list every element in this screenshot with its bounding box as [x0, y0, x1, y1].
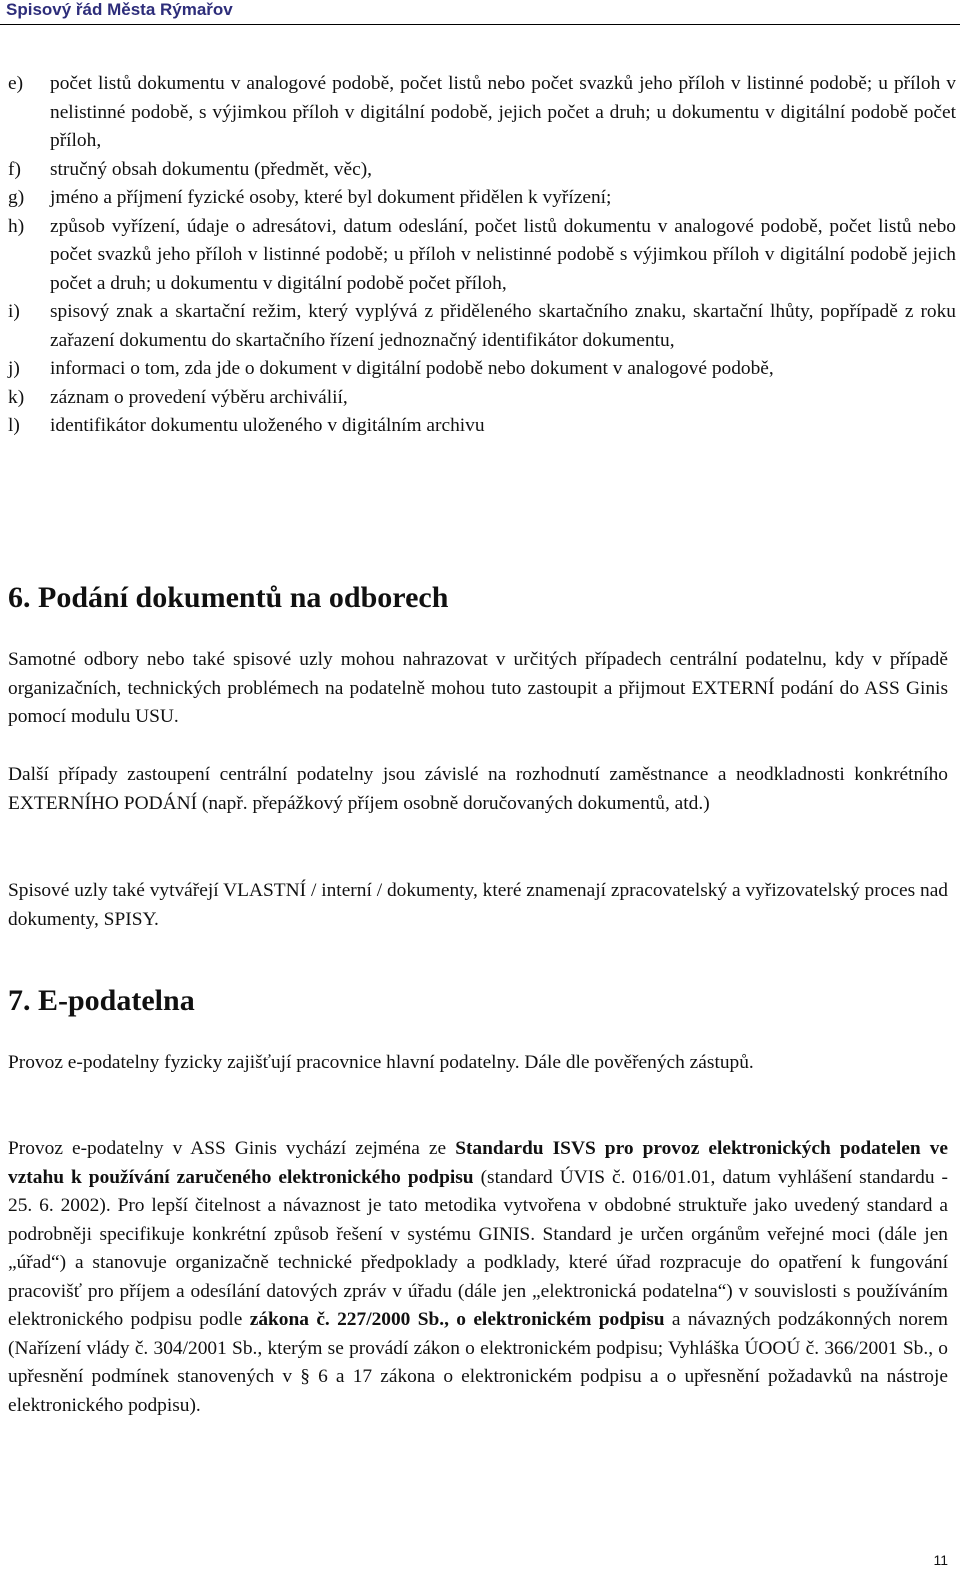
regulations-text: a návazných podzákonných norem (Nařízení vlády č. 304/2001 Sb., kterým se provádí zákon o elektronickém podpisu; Vyhláška ÚOOÚ č. 366/2001 Sb., o upřesnění podmínek stanovených v § 6 a 17 zákona o elektronickém podpisu a o upřesnění požadavků na nástroje elektronického podpisu). [8, 1309, 949, 1416]
list-item-marker: h) [8, 215, 25, 237]
list-item [8, 298, 956, 355]
section-6-paragraph-1: Samotné odbory nebo také spisové uzly mohou nahrazovat v určitých případech centrální podatelnu, kdy v případě organizačních, technických problémech na podatelně mohou tuto zastoupit a přijmout EXTERNÍ podání do ASS Ginis pomocí modulu USU. [8, 649, 948, 727]
section-6-paragraph-2: Další případy zastoupení centrální podatelny jsou závislé na rozhodnutí zaměstnance a neodkladnosti konkrétního EXTERNÍHO PODÁNÍ (např. přepážkový příjem osobně doručovaných dokumentů, atd.) [8, 764, 948, 814]
list-item-marker: k) [8, 386, 25, 408]
list-item-text: počet listů dokumentu v analogové podobě, počet listů nebo počet svazků jeho příloh v listinné podobě; u příloh v nelistinné podobě, s výjimkou příloh v digitální podobě, jejich počet a druh; u dokumentu v digitální podobě počet příloh, [50, 73, 956, 151]
list-item-text: stručný obsah dokumentu (předmět, věc), [50, 158, 373, 180]
page-header [0, 0, 960, 25]
document-title: Spisový řád Města Rýmařov [6, 0, 233, 19]
list-item [8, 412, 956, 441]
list-item-marker: j) [8, 358, 20, 379]
list-item [8, 70, 956, 156]
list-item-text: informaci o tom, zda jde o dokument v digitální podobě nebo dokument v analogové podobě, [50, 358, 774, 379]
list-item-marker: i) [8, 301, 20, 322]
section-7-paragraph-2 [8, 1135, 948, 1420]
list-item-marker: g) [8, 187, 25, 208]
list-item-marker: l) [8, 415, 20, 436]
list-item-text: jméno a příjmení fyzické osoby, které byl dokument přidělen k vyřízení; [50, 187, 612, 208]
list-item-text: identifikátor dokumentu uloženého v digitálním archivu [50, 415, 485, 436]
list-item [8, 355, 956, 384]
page-number: 11 [933, 1552, 948, 1568]
list-item-marker: e) [8, 73, 24, 94]
standard-description-text: (standard ÚVIS č. 016/01.01, datum vyhlášení standardu - 25. 6. 2002). Pro lepší čitelnost a návaznost je tato metodika vytvořena v obdobné struktuře jako uvedený standard a podrobněji specifikuje konkrétní způsob řešení v systému GINIS. Standard je určen orgánům veřejné moci (dále jen „úřad“) a stanovuje organizačně technické předpoklady a podklady, které úřad rozpracuje do opatření k fungování pracovišť pro příjem a odesílání datových zpráv v úřadu (dále jen „elektronická podatelna“) v souvislosti s používáním elektronického podpisu podle [8, 1166, 948, 1330]
section-7-paragraph-1: Provoz e-podatelny fyzicky zajišťují pracovnice hlavní podatelny. Dále dle pověřených zástupů. [8, 1052, 754, 1073]
law-reference: zákona č. 227/2000 Sb., o elektronickém podpisu [249, 1309, 665, 1330]
list-item [8, 213, 956, 299]
requirements-list [8, 70, 956, 441]
list-item-text: záznam o provedení výběru archiválií, [50, 386, 348, 408]
list-item [8, 156, 956, 185]
list-item [8, 184, 956, 213]
list-item-text: způsob vyřízení, údaje o adresátovi, datum odeslání, počet listů dokumentu v analogové podobě, počet listů nebo počet svazků jeho příloh v listinné podobě; u příloh v nelistinné podobě s výjimkou příloh v digitální podobě jejich počet a druh; u dokumentu v digitální podobě počet příloh, [50, 215, 956, 294]
section-6-paragraph-3: Spisové uzly také vytvářejí VLASTNÍ / interní / dokumenty, které znamenají zpracovatelský a vyřizovatelský proces nad dokumenty, SPISY. [8, 880, 948, 930]
list-item [8, 384, 956, 413]
list-item-marker: f) [8, 158, 21, 180]
section-7-heading: 7. E-podatelna [8, 984, 195, 1017]
standard-intro-text: Provoz e-podatelny v ASS Ginis vychází zejména ze [8, 1138, 456, 1159]
list-item-text: spisový znak a skartační režim, který vyplývá z přiděleného skartačního znaku, skartační lhůty, popřípadě z roku zařazení dokumentu do skartačního řízení jednoznačný identifikátor dokumentu, [50, 301, 956, 351]
standard-name: Standardu ISVS pro provoz elektronických podatelen ve vztahu k používání zaručeného elektronického podpisu [8, 1138, 948, 1188]
section-6-heading: 6. Podání dokumentů na odborech [8, 581, 449, 614]
